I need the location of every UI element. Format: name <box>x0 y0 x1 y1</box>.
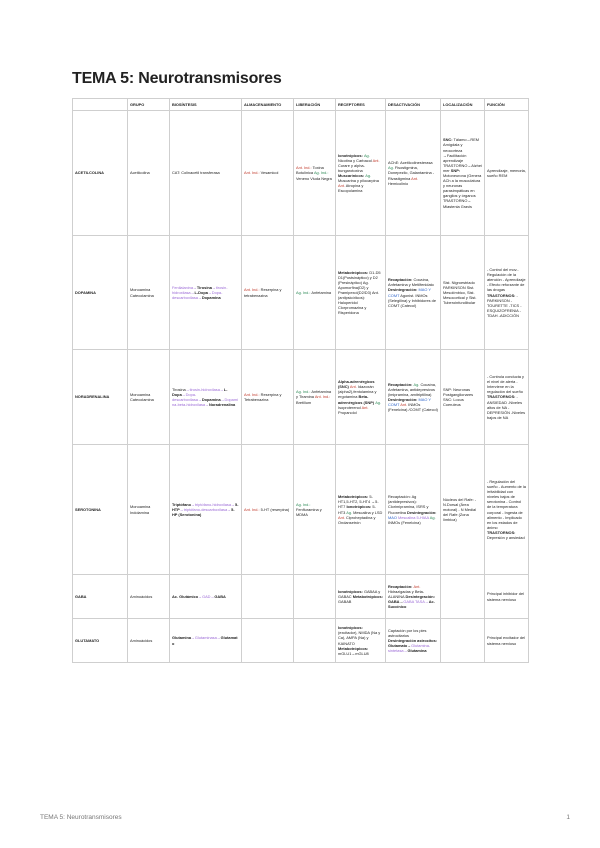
ag-label: Ag. <box>388 165 394 171</box>
ant-label: Ant. <box>361 404 369 410</box>
cell-text: mGLU1→mGLU8 <box>338 650 369 656</box>
cell-funcion <box>485 445 529 575</box>
cell-receptores <box>336 350 386 445</box>
row-name: SEROTONINA <box>73 445 128 575</box>
ant-label: Ant. Ind.: <box>244 170 260 176</box>
footer-title: TEMA 5: Neurotransmisores <box>40 814 122 821</box>
header-cell-empty <box>73 99 128 111</box>
molecule-text: Tirosina <box>172 386 186 392</box>
cell-text: 5-HT (reserpina) <box>259 506 290 512</box>
molecule-text: Dopamina <box>201 397 221 402</box>
cell-grupo: Monoamina Indolamina <box>128 445 170 575</box>
cell-text: Ciproheptadina y Ondansetrón <box>338 514 376 525</box>
cell-receptores <box>336 445 386 575</box>
cell-text: Recaptación: Ag (antidepresivos): Clorimipramina, ISRS y Fluoxetina <box>388 494 429 515</box>
cell-text: 5-HT3 <box>338 504 376 515</box>
cell-text: Cocaína, Anfetamina, antidepresivos (imipramina, amitriptilina) <box>388 381 437 397</box>
loc-label: SNP: <box>450 167 461 173</box>
ag-label: Ag. Ind.: <box>313 170 329 176</box>
cell-receptores <box>336 575 386 619</box>
cell-desactivacion <box>386 236 441 350</box>
cell-text: D1-D5 D1(Postsináptico) y D2 (Presináptico) Ag. Apomorfina(D2) y Pramipexol(D2/D3) Ant.(antipsicóticos): Haloperidol Clorpromazina y Risperidona <box>338 269 381 316</box>
des-label: Desintegración: <box>405 593 435 599</box>
cell-liberacion <box>294 445 336 575</box>
table-row <box>73 619 529 663</box>
rec-type: Muscarínicos: <box>338 173 366 178</box>
cell-localizacion <box>441 575 485 619</box>
rec-type: Beta-adrenérgicos (SNP) <box>338 394 376 405</box>
cell-text: Depresión y ansiedad <box>487 534 525 540</box>
cell-localizacion <box>441 111 485 236</box>
cell-grupo: Monoamina Catecolamina <box>128 350 170 445</box>
cell-text: - Control del mov.- Regulación de la atención - Aprendizaje - Efecto reforzante de las drogas <box>487 267 526 293</box>
cell-text: AChE: Acetilcolinesterasa <box>388 160 433 166</box>
enzyme-text: →GAD→ <box>198 593 215 599</box>
header-desactivacion: DESACTIVACIÓN <box>386 99 441 111</box>
cell-desactivacion <box>386 111 441 236</box>
cell-almacenamiento <box>242 575 294 619</box>
rec-type: Metabotrópicos: <box>338 269 370 275</box>
enzyme-text: →tirosin-hidroxilasa→ <box>185 386 224 392</box>
cell-text: Isoproterenol <box>338 404 362 410</box>
header-funcion: FUNCIÓN <box>485 99 529 111</box>
ag-label: Ag. <box>346 509 353 515</box>
ant-label: Ant. Ind.: <box>244 287 260 293</box>
cell-desactivacion <box>386 575 441 619</box>
rec-type: Metabotrópicos: <box>338 645 369 651</box>
cell-liberacion <box>294 350 336 445</box>
enzyme-text: →Dopa-descarboxilasa→ <box>172 391 202 402</box>
table-row <box>73 350 529 445</box>
rec-type: Metabotrópicos: <box>338 494 370 500</box>
cell-text: - ANSIEDAD -Niveles altos de NA - DEPRESIÓN -Niveles bajos de NA <box>487 394 526 420</box>
des-label: Recaptación: <box>388 583 414 589</box>
enzyme-text: →Dopamina-beta-hidroxilasa→ <box>172 397 238 408</box>
enzyme-text: →tirosin-hidroxilasa→ <box>172 284 228 295</box>
cell-localizacion: Sist. Nigroestriado PARKINSON Sist. Mesolímbico, Sist. Mesocortical y Sist. Tuberoinfundibular <box>441 236 485 350</box>
cell-text: Veneno Viuda Negra <box>296 175 332 181</box>
cell-liberacion <box>294 575 336 619</box>
cell-liberacion <box>294 111 336 236</box>
enzyme-text: GABA TASA→ <box>403 599 429 605</box>
molecule-text: L-Dopa <box>194 289 208 295</box>
enzyme-text: MAO <box>388 514 397 520</box>
molecule-text: Glutamato <box>172 635 238 646</box>
cell-text: Propanolol <box>338 409 357 415</box>
cell-text: Hemicolinio <box>388 180 409 186</box>
row-name: GLUTAMATO <box>73 619 128 663</box>
cell-biosintesis <box>170 236 242 350</box>
cell-localizacion: Núcleos del Rafe: - N.Dorsal (Área motoral) - N Medial del Rafe (Zona límbica) <box>441 445 485 575</box>
cell-almacenamiento <box>242 619 294 663</box>
enzyme-text: →Glutaminasa→ <box>191 635 221 641</box>
cell-biosintesis <box>170 445 242 575</box>
rec-type: Ionotrópicos: <box>346 504 373 510</box>
neurotransmitter-table <box>72 98 529 663</box>
cell-text: Motoneurona (Genera ACh a la musculatura y neuronas parasimpáticas en ganglios y órganos TRASTORNO→ Miastenia Gravis <box>443 173 482 209</box>
cell-funcion: Aprendizaje, memoria, sueño REM <box>485 111 529 236</box>
ag-label: Ag. Ind.: <box>296 501 311 507</box>
cell-text: Captación por los pies astrocitarios <box>388 627 427 638</box>
cell-receptores <box>336 236 386 350</box>
molecule-text: Ac. Succínico <box>388 599 435 610</box>
header-biosintesis: BIOSÍNTESIS <box>170 99 242 111</box>
cell-text: Mescalina y LSD <box>352 509 383 515</box>
cell-text: Agonist. INMOs (Selegilina) y Inhibidores de COMT (Catecol) <box>388 292 437 308</box>
ant-label: Ant. <box>372 157 380 163</box>
cell-text: Anfetamina y Tiramina <box>296 389 332 400</box>
enzyme-text: MAO Y COMT <box>388 397 431 408</box>
header-receptores: RECEPTORES <box>336 99 386 111</box>
cell-funcion <box>485 236 529 350</box>
cell-text: Idazoxán (alpha2),fentolamina y ergotamina <box>338 384 377 400</box>
row-name: ACETILCOLINA <box>73 111 128 236</box>
enzyme-text: Fenilalanina→ <box>172 284 197 290</box>
ant-label: Ant. Ind.: <box>244 506 260 512</box>
header-liberacion: LIBERACIÓN <box>294 99 336 111</box>
ag-label: Ag. <box>363 152 370 158</box>
rec-type: Metabotrópicos: <box>352 593 383 599</box>
cell-receptores <box>336 619 386 663</box>
trastornos-label: TRASTORNOS: <box>487 394 516 400</box>
enzyme-text: →Dopa-descarboxilasa→ <box>172 289 223 301</box>
table-header-row <box>73 99 529 111</box>
cell-desactivacion <box>386 445 441 575</box>
cell-text: - Controla conducta y el nivel de alerta - Interviene en la regulación del sueño <box>487 374 524 395</box>
ag-label: Ag. Ind.: <box>296 389 311 395</box>
enzyme-text: →triptófano-descarboxilasa→ <box>179 506 232 512</box>
molecule-text: Tirosina <box>196 284 212 290</box>
cell-text: Reserpina y tetrabenazina <box>244 287 282 298</box>
metabolite-text: Mescalina 5-HIAA <box>396 514 429 520</box>
header-localizacion: LOCALIZACIÓN <box>441 99 485 111</box>
ant-label: Ant. <box>411 175 419 181</box>
ant-label: Ant. <box>399 402 408 408</box>
cell-text: Vesamicol <box>259 170 279 176</box>
molecule-text: Triptófano <box>172 501 192 507</box>
cell-text: Anfetamina <box>310 289 332 295</box>
ant-label: Ant. <box>338 183 345 189</box>
cell-biosintesis <box>170 575 242 619</box>
molecule-text: Dopamina <box>201 295 221 301</box>
cell-text: Toxina Botulínica <box>296 165 324 176</box>
cell-text: GABAB <box>338 599 352 605</box>
ag-label: Ag. <box>375 399 382 405</box>
molecule-text: Glutamina <box>172 635 192 641</box>
molecule-text: 5-HP (Serotonina) <box>172 506 235 518</box>
cell-almacenamiento <box>242 445 294 575</box>
molecule-text: 5-HTP <box>172 501 239 512</box>
cell-desactivacion <box>386 350 441 445</box>
loc-label: SNC: <box>443 137 453 143</box>
enzyme-text: Glutamina-sintetasa→ <box>388 643 431 654</box>
page-title: TEMA 5: Neurotransmisores <box>72 70 282 87</box>
rec-type: Ionotrópicos: <box>338 625 363 631</box>
cell-text: INMOs (Fenelcina) <box>388 519 421 525</box>
cell-text: Bretilium <box>296 399 312 405</box>
cell-text: 5-HT1,5-HT2, 5-HT4 →5-HT7 <box>338 494 379 510</box>
cell-biosintesis: CAT: Colinacetil transferasa <box>170 111 242 236</box>
ag-label: Ag. <box>413 381 420 387</box>
table-row <box>73 111 529 236</box>
rec-type: Alpha-adrenérgicos (SNC) <box>338 379 375 390</box>
des-label: Recaptación: <box>388 381 414 387</box>
cell-text: Nicotina y Carbacol <box>338 157 373 163</box>
molecule-text: L-Dopa <box>172 386 228 397</box>
header-almacenamiento: ALMACENAMIENTO <box>242 99 294 111</box>
page-number: 1 <box>566 814 570 821</box>
cell-text: Reserpina y Tetrabenazina <box>244 391 282 402</box>
cell-text: - Regulación del sueño - Aumento de la irritabilidad con niveles bajos de serotonina - Control de la temperatura corporal - Ingesta de alimento - Implicado en los estados de ánimo <box>487 478 526 530</box>
cell-grupo: Acetilcolina <box>128 111 170 236</box>
header-grupo: GRUPO <box>128 99 170 111</box>
ant-label: Ant. Ind.: <box>244 391 260 397</box>
ant-label: Ant. <box>349 384 357 390</box>
cell-liberacion <box>294 619 336 663</box>
enzyme-text: →triptófano-hidroxilasa→ <box>191 501 235 507</box>
ag-label: Ag. <box>365 173 372 178</box>
cell-text: Fenfluramina y MDMA <box>296 506 322 518</box>
rec-type: Ionotrópicos: <box>338 588 364 594</box>
table-row <box>73 575 529 619</box>
cell-grupo: Monoamina Catecolamina <box>128 236 170 350</box>
molecule-text: GABA→ <box>388 599 404 605</box>
des-label: Desintegración: <box>388 287 419 293</box>
molecule-text: Ac. Glutámico <box>172 593 199 599</box>
table-row <box>73 236 529 350</box>
cell-text: Cocaína, Anfetamina y Metilfenidato <box>388 277 434 288</box>
cell-text: (excitador), NMDA (Na y Ca), AMPA (Na) y KAINATO <box>338 630 381 646</box>
cell-desactivacion <box>386 619 441 663</box>
ant-label: Ant. <box>338 514 345 520</box>
des-label: Recaptación: <box>388 277 414 283</box>
cell-localizacion <box>441 619 485 663</box>
cell-almacenamiento <box>242 111 294 236</box>
molecule-text: GABA <box>214 593 226 599</box>
cell-text: Atropina y Escopolamina <box>338 183 364 194</box>
molecule-text: Glutamato→ <box>388 643 412 649</box>
cell-text: Fisostigmina, Donepezilo, Galantamina - Rivastigmina <box>388 165 435 181</box>
row-name: DOPAMINA <box>73 236 128 350</box>
cell-text: -PARKINSON -TOURETTE -TICS -ESQUIZOFRENIA -TDAH -ADICCIÓN <box>487 292 522 318</box>
molecule-text: Glutamina <box>407 648 427 654</box>
ag-label: Ag. <box>428 514 436 520</box>
table-row <box>73 445 529 575</box>
des-label: Desintegración astrocitos: <box>388 637 438 643</box>
cell-grupo: Aminoácidos <box>128 619 170 663</box>
cell-almacenamiento <box>242 350 294 445</box>
cell-text: Muscarina y pilocarpina <box>338 178 379 184</box>
cell-funcion: Principal excitador del sistema nervioso <box>485 619 529 663</box>
cell-biosintesis <box>170 350 242 445</box>
cell-almacenamiento <box>242 236 294 350</box>
des-label: Desintegración: <box>407 509 437 515</box>
trastornos-label: TRASTORNOS: <box>487 292 516 298</box>
molecule-text: Noradrenalina <box>208 402 236 408</box>
cell-receptores <box>336 111 386 236</box>
cell-liberacion <box>294 236 336 350</box>
cell-text: Tálamo→REM Amígdala y neocorteza →Facilitación aprendizaje TRASTORNO→Alzheimer <box>443 137 482 173</box>
trastornos-label: TRASTORNOS: <box>487 529 516 535</box>
ant-label: Ant. Ind.: <box>314 394 331 400</box>
enzyme-text: MAO Y COMT <box>388 287 431 298</box>
cell-localizacion: SNP: Neuronas Postganglionares SNC: Locus Coeruleus <box>441 350 485 445</box>
cell-grupo: Aminoácidos <box>128 575 170 619</box>
ag-label: Ag. Ind.: <box>296 289 311 295</box>
row-name: NORADRENALINA <box>73 350 128 445</box>
cell-text: GABAA y GABAC <box>338 588 381 599</box>
cell-biosintesis <box>170 619 242 663</box>
row-name: GABA <box>73 575 128 619</box>
ant-label: Ant. Ind.: <box>296 165 312 171</box>
cell-text: INMOs (Fenelcina) /COMT (Catecol) <box>388 402 438 413</box>
ant-label: Ant. <box>413 583 421 589</box>
cell-text: Curare y alpha-bungarotoxina <box>338 162 365 173</box>
cell-text: Hidrazigadas y Beta-ALANINA <box>388 588 425 599</box>
rec-type: Ionotrópicos: <box>338 152 364 158</box>
cell-funcion <box>485 350 529 445</box>
cell-funcion: Principal inhibidor del sistema nervioso <box>485 575 529 619</box>
des-label: Desintegración: <box>388 397 419 402</box>
